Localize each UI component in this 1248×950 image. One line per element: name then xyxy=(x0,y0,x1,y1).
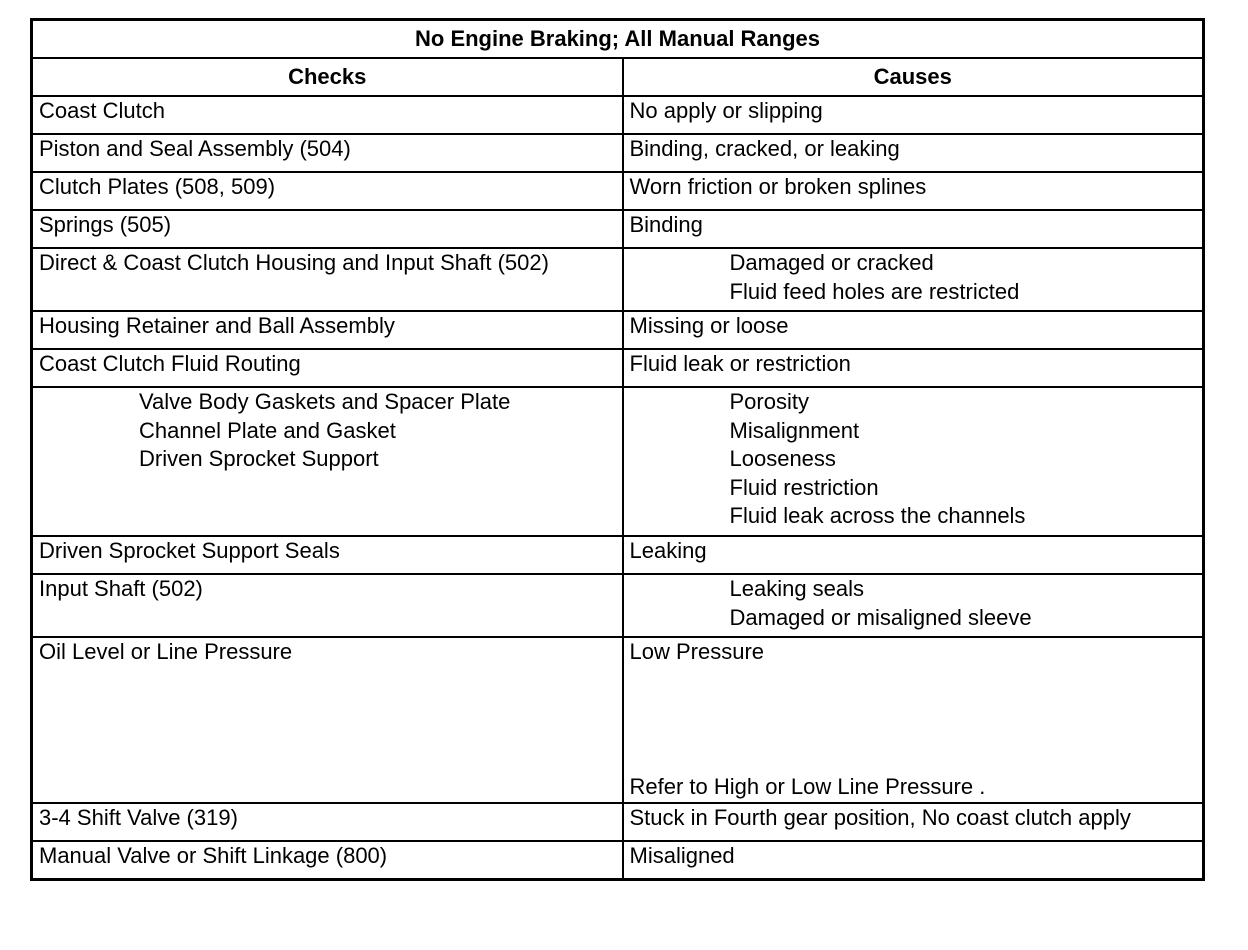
table-row xyxy=(32,803,1204,841)
table-row xyxy=(32,210,1204,248)
diagnosis-table xyxy=(30,18,1205,881)
cause-cell: No apply or slipping xyxy=(623,96,1204,134)
cause-line: Damaged or cracked xyxy=(729,250,934,275)
spacer xyxy=(630,667,1197,773)
table-row xyxy=(32,637,1204,803)
cause-cell xyxy=(623,574,1204,637)
check-cell: Manual Valve or Shift Linkage (800) xyxy=(32,841,623,880)
table-row xyxy=(32,536,1204,574)
table-row xyxy=(32,311,1204,349)
header-row xyxy=(32,58,1204,96)
cause-line: Fluid leak across the channels xyxy=(729,503,1026,529)
cause-cell: Binding xyxy=(623,210,1204,248)
cause-cell xyxy=(623,387,1204,536)
cause-cell: Leaking xyxy=(623,536,1204,574)
cause-line: Low Pressure xyxy=(629,639,765,664)
cause-cell: Binding, cracked, or leaking xyxy=(623,134,1204,172)
checks-header: Checks xyxy=(32,58,623,96)
check-cell: Input Shaft (502) xyxy=(32,574,623,637)
check-cell: Springs (505) xyxy=(32,210,623,248)
table-row xyxy=(32,248,1204,311)
cause-line: Fluid restriction xyxy=(729,474,879,500)
check-line: Valve Body Gaskets and Spacer Plate xyxy=(139,389,511,414)
cause-line: Refer to High or Low Line Pressure . xyxy=(629,773,986,799)
check-cell: 3-4 Shift Valve (319) xyxy=(32,803,623,841)
cause-cell xyxy=(623,637,1204,803)
table-row xyxy=(32,387,1204,536)
check-cell: Driven Sprocket Support Seals xyxy=(32,536,623,574)
table-row xyxy=(32,96,1204,134)
cause-cell xyxy=(623,248,1204,311)
cause-cell: Misaligned xyxy=(623,841,1204,880)
cause-cell: Worn friction or broken splines xyxy=(623,172,1204,210)
check-cell xyxy=(32,387,623,536)
table-row xyxy=(32,172,1204,210)
check-cell: Oil Level or Line Pressure xyxy=(32,637,623,803)
cause-line: Leaking seals xyxy=(729,576,865,601)
cause-line: Porosity xyxy=(729,389,809,414)
table-row xyxy=(32,574,1204,637)
cause-line: Looseness xyxy=(729,446,836,472)
cause-cell: Stuck in Fourth gear position, No coast clutch apply xyxy=(623,803,1204,841)
check-line: Channel Plate and Gasket xyxy=(139,417,396,443)
causes-header: Causes xyxy=(623,58,1204,96)
cause-line: Fluid feed holes are restricted xyxy=(729,278,1020,304)
cause-cell: Missing or loose xyxy=(623,311,1204,349)
check-cell: Clutch Plates (508, 509) xyxy=(32,172,623,210)
table-row xyxy=(32,134,1204,172)
cause-cell: Fluid leak or restriction xyxy=(623,349,1204,387)
check-cell: Coast Clutch xyxy=(32,96,623,134)
check-line: Driven Sprocket Support xyxy=(139,446,379,472)
title-row xyxy=(32,20,1204,59)
check-cell: Housing Retainer and Ball Assembly xyxy=(32,311,623,349)
check-cell: Direct & Coast Clutch Housing and Input Shaft (502) xyxy=(32,248,623,311)
cause-line: Damaged or misaligned sleeve xyxy=(729,604,1032,630)
table-title: No Engine Braking; All Manual Ranges xyxy=(32,20,1204,59)
check-cell: Coast Clutch Fluid Routing xyxy=(32,349,623,387)
check-cell: Piston and Seal Assembly (504) xyxy=(32,134,623,172)
cause-line: Misalignment xyxy=(729,417,860,443)
table-row xyxy=(32,349,1204,387)
table-row xyxy=(32,841,1204,880)
